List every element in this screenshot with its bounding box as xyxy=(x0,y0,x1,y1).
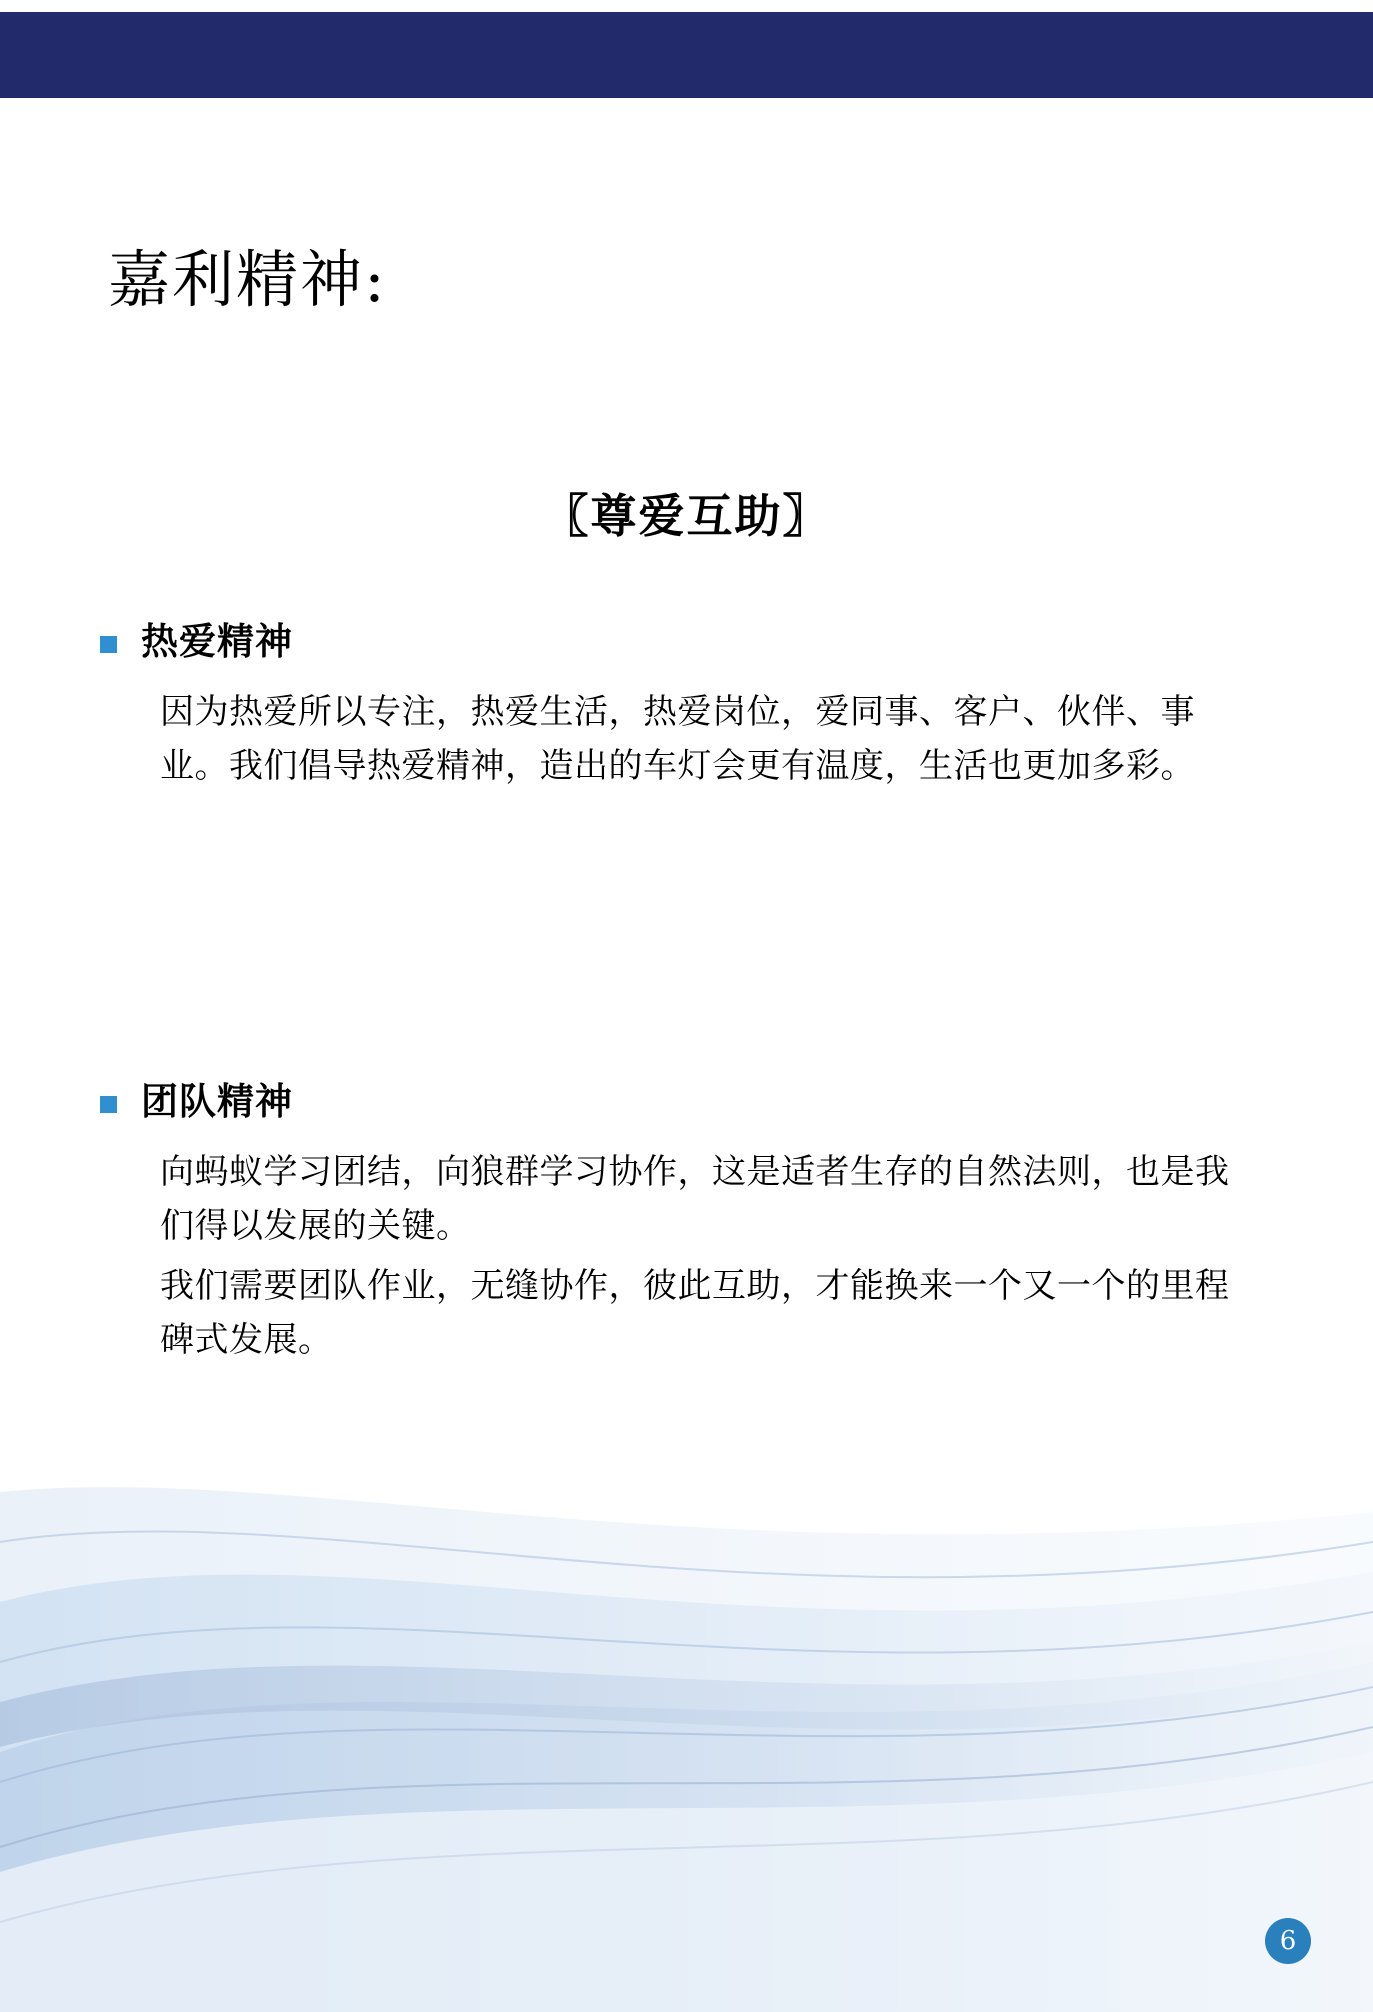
header-band-top-margin xyxy=(0,0,1373,12)
paragraph: 向蚂蚁学习团结，向狼群学习协作，这是适者生存的自然法则，也是我们得以发展的关键。 xyxy=(160,1152,1230,1247)
bullet-row xyxy=(100,1080,1280,1124)
square-bullet-icon xyxy=(100,1096,117,1113)
section-heading: 热爱精神 xyxy=(141,620,293,663)
section-heading: 团队精神 xyxy=(141,1080,293,1123)
page-title: 嘉利精神: xyxy=(108,243,387,316)
section-love-spirit xyxy=(100,620,1280,794)
header-band xyxy=(0,12,1373,98)
paragraph: 因为热爱所以专注，热爱生活，热爱岗位，爱同事、客户、伙伴、事业。我们倡导热爱精神，造出的车灯会更有温度，生活也更加多彩。 xyxy=(160,692,1195,787)
section-body xyxy=(160,1146,1230,1367)
wave-graphic-icon xyxy=(0,1452,1373,2012)
motto-heading: 〖尊爱互助〗 xyxy=(542,489,831,543)
paragraph: 我们需要团队作业，无缝协作，彼此互助，才能换来一个又一个的里程碑式发展。 xyxy=(160,1265,1230,1360)
bullet-row xyxy=(100,620,1280,664)
section-body xyxy=(160,686,1230,793)
page-number-badge: 6 xyxy=(1265,1918,1311,1964)
section-team-spirit xyxy=(100,1080,1280,1367)
square-bullet-icon xyxy=(100,636,117,653)
footer-decoration xyxy=(0,1452,1373,2012)
